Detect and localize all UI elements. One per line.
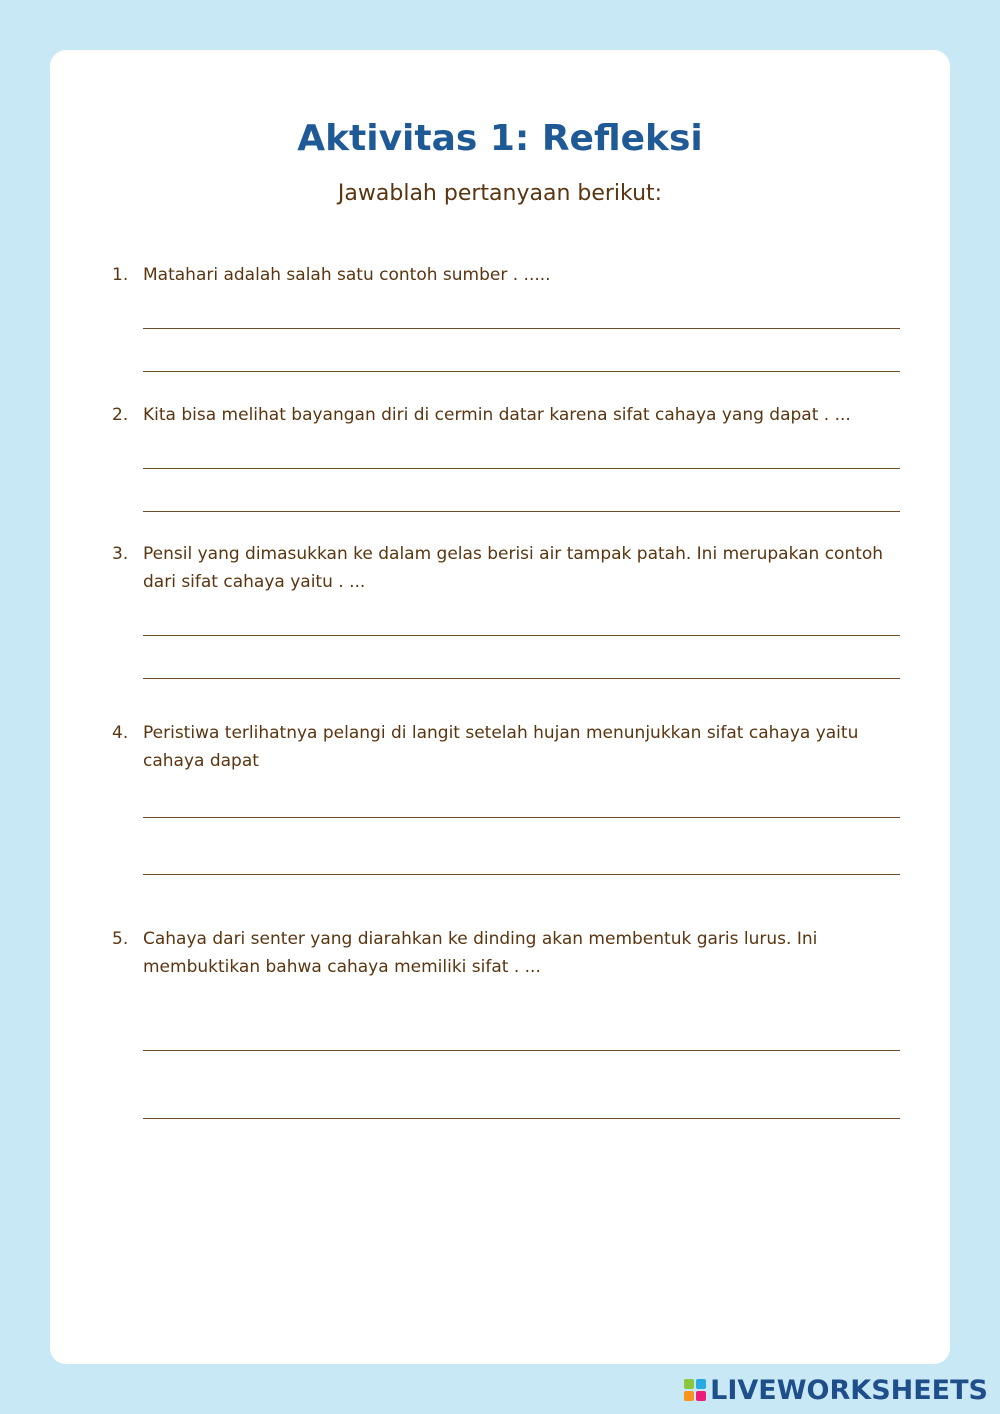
- question-text: Matahari adalah salah satu contoh sumber . .....: [143, 265, 551, 285]
- answer-4-line-1[interactable]: [143, 789, 900, 818]
- answer-3-line-1[interactable]: [143, 607, 900, 636]
- answer-1-line-1[interactable]: [143, 300, 900, 329]
- liveworksheets-logo: [684, 1374, 988, 1406]
- question-number: 5.: [112, 929, 129, 949]
- answer-2-line-1[interactable]: [143, 440, 900, 469]
- question-number: 2.: [112, 405, 129, 425]
- question-number: 4.: [112, 723, 129, 743]
- logo-square: [684, 1391, 694, 1401]
- answer-1-line-2[interactable]: [143, 343, 900, 372]
- logo-square: [696, 1391, 706, 1401]
- question-text: Peristiwa terlihatnya pelangi di langit setelah hujan menunjukkan sifat cahaya yaitu cahaya dapat: [143, 723, 859, 771]
- question-text: Pensil yang dimasukkan ke dalam gelas berisi air tampak patah. Ini merupakan contoh dari sifat cahaya yaitu . ...: [143, 544, 884, 592]
- answer-2-line-2[interactable]: [143, 483, 900, 512]
- answer-3-line-2[interactable]: [143, 650, 900, 679]
- question-text: Cahaya dari senter yang diarahkan ke dinding akan membentuk garis lurus. Ini membuktikan bahwa cahaya memiliki sifat . ...: [143, 929, 818, 977]
- brand-name: LIVEWORKSHEETS: [710, 1374, 988, 1406]
- answer-4-line-2[interactable]: [143, 846, 900, 875]
- answer-5-line-2[interactable]: [143, 1090, 900, 1119]
- answer-5-line-1[interactable]: [143, 1022, 900, 1051]
- worksheet-subtitle: Jawablah pertanyaan berikut:: [337, 181, 663, 206]
- question-number: 1.: [112, 265, 129, 285]
- question-number: 3.: [112, 544, 129, 564]
- logo-square: [684, 1379, 694, 1389]
- liveworksheets-logo-icon: [684, 1379, 706, 1401]
- worksheet-page: [50, 50, 950, 1364]
- question-text: Kita bisa melihat bayangan diri di cermin datar karena sifat cahaya yang dapat . ...: [143, 405, 851, 425]
- worksheet-title: Aktivitas 1: Refleksi: [297, 118, 703, 159]
- logo-square: [696, 1379, 706, 1389]
